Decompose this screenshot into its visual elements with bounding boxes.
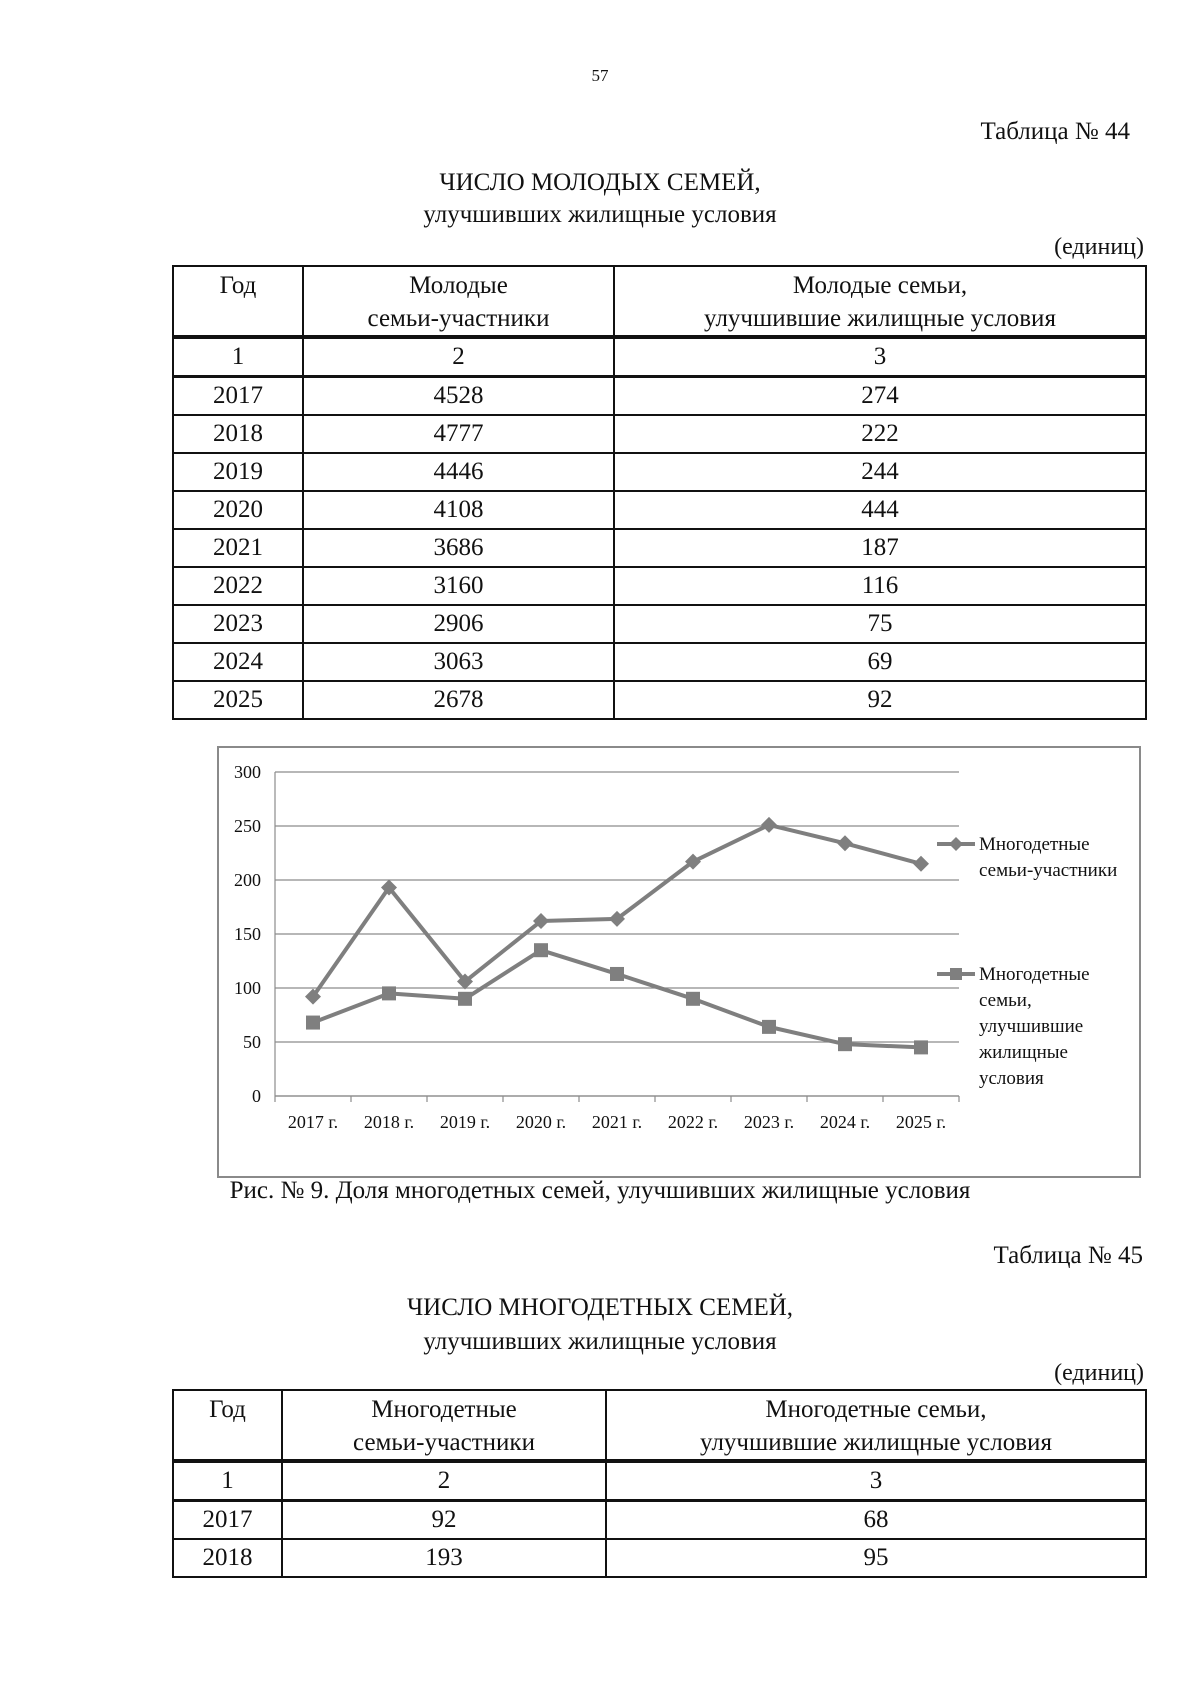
cell-year: 2018 bbox=[173, 1539, 282, 1577]
cell-participants: 92 bbox=[282, 1501, 606, 1540]
cell-participants: 2678 bbox=[303, 681, 614, 719]
data-point-square bbox=[838, 1037, 852, 1051]
x-tick-label: 2018 г. bbox=[363, 1112, 415, 1132]
x-tick-label: 2022 г. bbox=[667, 1112, 719, 1132]
cell-improved: 69 bbox=[614, 643, 1146, 681]
x-tick-label: 2019 г. bbox=[439, 1112, 491, 1132]
cell-year: 2025 bbox=[173, 681, 303, 719]
cell-year: 1 bbox=[173, 1461, 282, 1501]
cell-year: 2017 bbox=[173, 377, 303, 416]
x-tick-label: 2020 г. bbox=[515, 1112, 567, 1132]
legend-marker-square bbox=[950, 968, 962, 980]
y-tick-label: 150 bbox=[234, 924, 261, 944]
cell-improved: 116 bbox=[614, 567, 1146, 605]
data-point-square bbox=[382, 986, 396, 1000]
table-44-title: ЧИСЛО МОЛОДЫХ СЕМЕЙ, bbox=[439, 169, 761, 196]
cell-improved: 444 bbox=[614, 491, 1146, 529]
table-row bbox=[173, 529, 1146, 567]
table-44-unit: (единиц) bbox=[1054, 234, 1144, 260]
cell-improved: 222 bbox=[614, 415, 1146, 453]
header-improved: Молодые семьи, улучшившие жилищные условия bbox=[614, 266, 1146, 337]
legend-label: семьи-участники bbox=[979, 860, 1118, 881]
cell-participants: 4446 bbox=[303, 453, 614, 491]
legend-label: Многодетные bbox=[979, 964, 1090, 985]
legend-label: условия bbox=[979, 1068, 1044, 1089]
table-45-label: Таблица № 45 bbox=[993, 1242, 1143, 1269]
series-line-2 bbox=[313, 950, 921, 1047]
figure-9-chart bbox=[217, 746, 1141, 1178]
table-45 bbox=[172, 1389, 1147, 1578]
table-45-subtitle: улучшивших жилищные условия bbox=[423, 1328, 777, 1355]
cell-year: 2020 bbox=[173, 491, 303, 529]
y-tick-label: 50 bbox=[243, 1032, 261, 1052]
table-44-body bbox=[173, 337, 1146, 719]
data-point-square bbox=[762, 1020, 776, 1034]
cell-improved: 95 bbox=[606, 1539, 1146, 1577]
cell-participants: 3686 bbox=[303, 529, 614, 567]
cell-participants: 4108 bbox=[303, 491, 614, 529]
cell-year: 2021 bbox=[173, 529, 303, 567]
table-row bbox=[173, 681, 1146, 719]
table-row bbox=[173, 1539, 1146, 1577]
cell-participants: 4528 bbox=[303, 377, 614, 416]
cell-participants: 2 bbox=[282, 1461, 606, 1501]
header-year: Год bbox=[173, 266, 303, 337]
numbering-row bbox=[173, 1461, 1146, 1501]
cell-participants: 2906 bbox=[303, 605, 614, 643]
legend-label: семьи, bbox=[979, 990, 1032, 1011]
cell-improved: 187 bbox=[614, 529, 1146, 567]
table-45-title: ЧИСЛО МНОГОДЕТНЫХ СЕМЕЙ, bbox=[406, 1294, 794, 1321]
cell-participants: 2 bbox=[303, 337, 614, 377]
header-improved: Многодетные семьи, улучшившие жилищные условия bbox=[606, 1390, 1146, 1461]
header-participants: Многодетные семьи-участники bbox=[282, 1390, 606, 1461]
cell-participants: 4777 bbox=[303, 415, 614, 453]
legend-marker-diamond bbox=[949, 837, 963, 851]
data-point-diamond bbox=[913, 856, 929, 872]
x-tick-label: 2017 г. bbox=[287, 1112, 339, 1132]
cell-improved: 75 bbox=[614, 605, 1146, 643]
cell-improved: 274 bbox=[614, 377, 1146, 416]
data-point-diamond bbox=[837, 835, 853, 851]
page-number: 57 bbox=[591, 66, 609, 85]
cell-year: 2019 bbox=[173, 453, 303, 491]
table-row bbox=[173, 1501, 1146, 1540]
cell-year: 2024 bbox=[173, 643, 303, 681]
data-point-square bbox=[686, 992, 700, 1006]
cell-year: 2018 bbox=[173, 415, 303, 453]
legend-label: жилищные bbox=[979, 1042, 1068, 1063]
table-row bbox=[173, 567, 1146, 605]
data-point-square bbox=[458, 992, 472, 1006]
cell-year: 2023 bbox=[173, 605, 303, 643]
cell-improved: 3 bbox=[614, 337, 1146, 377]
y-tick-label: 300 bbox=[234, 762, 261, 782]
figure-9-caption: Рис. № 9. Доля многодетных семей, улучшивших жилищные условия bbox=[229, 1177, 971, 1204]
cell-improved: 3 bbox=[606, 1461, 1146, 1501]
legend-label: улучшившие bbox=[979, 1016, 1084, 1037]
numbering-row bbox=[173, 337, 1146, 377]
data-point-diamond bbox=[761, 817, 777, 833]
table-44-label: Таблица № 44 bbox=[980, 118, 1130, 145]
cell-participants: 193 bbox=[282, 1539, 606, 1577]
cell-improved: 244 bbox=[614, 453, 1146, 491]
cell-participants: 3063 bbox=[303, 643, 614, 681]
y-tick-label: 0 bbox=[252, 1086, 261, 1106]
table-row bbox=[173, 643, 1146, 681]
table-row bbox=[173, 453, 1146, 491]
table-44 bbox=[172, 265, 1147, 720]
table-row bbox=[173, 491, 1146, 529]
x-tick-label: 2021 г. bbox=[591, 1112, 643, 1132]
table-45-unit: (единиц) bbox=[1054, 1360, 1144, 1386]
cell-year: 1 bbox=[173, 337, 303, 377]
table-row bbox=[173, 415, 1146, 453]
x-tick-label: 2025 г. bbox=[895, 1112, 947, 1132]
table-row bbox=[173, 377, 1146, 416]
data-point-square bbox=[306, 1016, 320, 1030]
data-point-square bbox=[914, 1040, 928, 1054]
cell-year: 2022 bbox=[173, 567, 303, 605]
x-tick-label: 2023 г. bbox=[743, 1112, 795, 1132]
table-44-subtitle: улучшивших жилищные условия bbox=[423, 201, 777, 228]
data-point-square bbox=[610, 967, 624, 981]
y-tick-label: 100 bbox=[234, 978, 261, 998]
legend-label: Многодетные bbox=[979, 834, 1090, 855]
header-year: Год bbox=[173, 1390, 282, 1461]
y-tick-label: 200 bbox=[234, 870, 261, 890]
x-tick-label: 2024 г. bbox=[819, 1112, 871, 1132]
table-row bbox=[173, 605, 1146, 643]
cell-improved: 92 bbox=[614, 681, 1146, 719]
header-participants: Молодые семьи-участники bbox=[303, 266, 614, 337]
table-45-body bbox=[173, 1461, 1146, 1577]
line-chart bbox=[219, 748, 1139, 1176]
data-point-square bbox=[534, 943, 548, 957]
cell-participants: 3160 bbox=[303, 567, 614, 605]
cell-improved: 68 bbox=[606, 1501, 1146, 1540]
y-tick-label: 250 bbox=[234, 816, 261, 836]
cell-year: 2017 bbox=[173, 1501, 282, 1540]
